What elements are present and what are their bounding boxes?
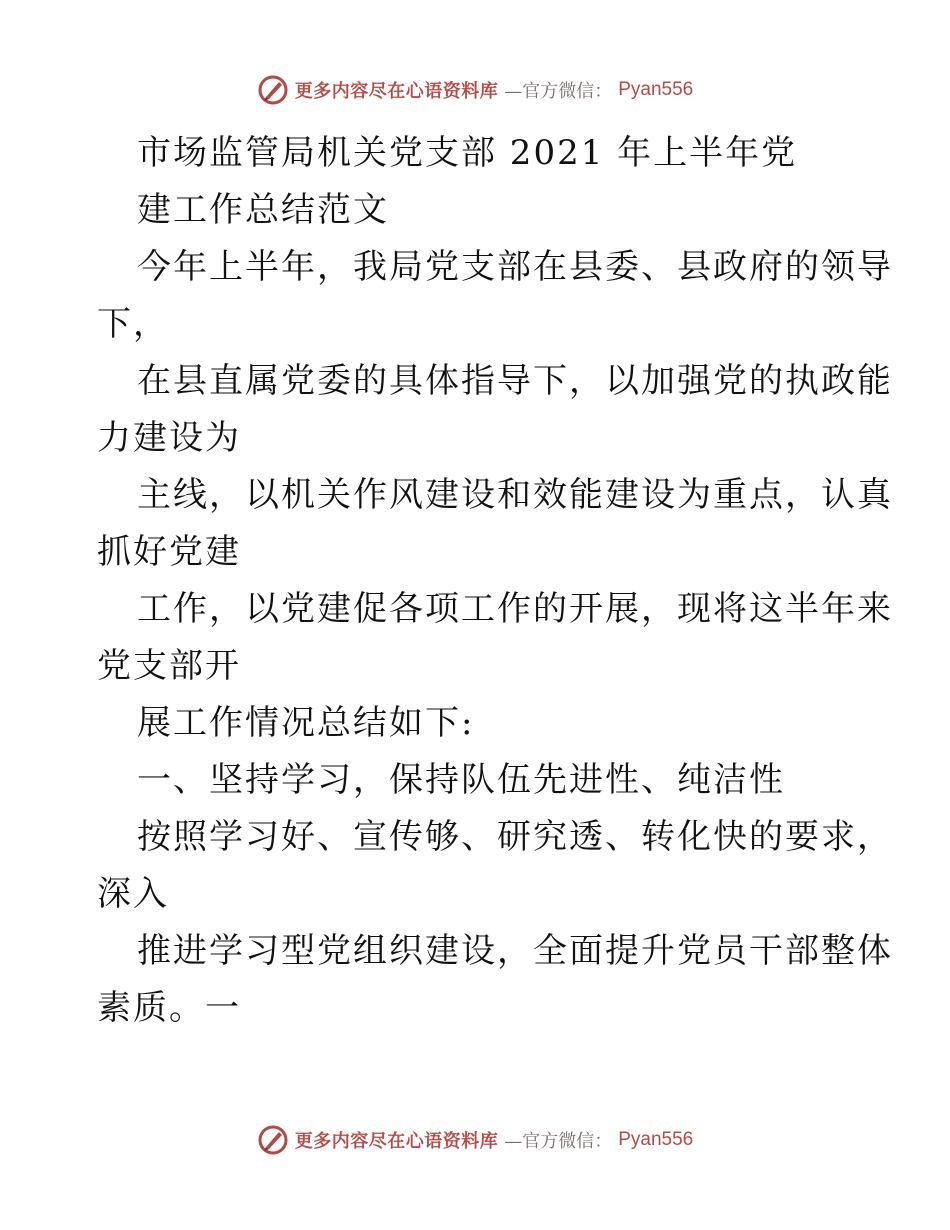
banner-wechat-label: —官方微信： bbox=[504, 1131, 613, 1152]
paragraph-line: 按照学习好、宣传够、研究透、转化快的要求， bbox=[137, 817, 893, 857]
paragraph-line: 深入 bbox=[97, 874, 169, 914]
footer-banner-content bbox=[257, 1124, 694, 1156]
banner-wechat-id: Pyan556 bbox=[618, 1129, 694, 1150]
header-banner bbox=[0, 70, 950, 110]
paragraph-line: 抓好党建 bbox=[97, 532, 241, 572]
paragraph-line: 党支部开 bbox=[97, 646, 241, 686]
paragraph-line: 力建设为 bbox=[97, 418, 241, 458]
paragraph-line: 展工作情况总结如下: bbox=[137, 703, 475, 743]
paragraph-line: 主线，以机关作风建设和效能建设为重点，认真 bbox=[137, 475, 893, 515]
section-heading: 一、坚持学习，保持队伍先进性、纯洁性 bbox=[137, 760, 785, 800]
paragraph-line: 推进学习型党组织建设，全面提升党员干部整体 bbox=[137, 931, 893, 971]
document-title-line-1: 市场监管局机关党支部 2021 年上半年党 bbox=[137, 133, 798, 173]
header-banner-content bbox=[257, 74, 694, 106]
paragraph-line: 工作，以党建促各项工作的开展，现将这半年来 bbox=[137, 589, 893, 629]
pen-logo-icon bbox=[257, 1124, 289, 1156]
banner-wechat-id: Pyan556 bbox=[618, 79, 694, 100]
banner-wechat-label: —官方微信： bbox=[504, 81, 613, 102]
paragraph-line: 下， bbox=[97, 304, 169, 344]
paragraph-line: 今年上半年，我局党支部在县委、县政府的领导 bbox=[137, 247, 893, 287]
paragraph-line: 在县直属党委的具体指导下，以加强党的执政能 bbox=[137, 361, 893, 401]
pen-logo-icon bbox=[257, 74, 289, 106]
paragraph-line: 素质。一 bbox=[97, 988, 241, 1028]
banner-slogan: 更多内容尽在心语资料库 bbox=[294, 1131, 499, 1152]
document-title-line-2: 建工作总结范文 bbox=[137, 190, 389, 230]
footer-banner bbox=[0, 1120, 950, 1160]
banner-slogan: 更多内容尽在心语资料库 bbox=[294, 81, 499, 102]
document-body bbox=[97, 125, 893, 1037]
